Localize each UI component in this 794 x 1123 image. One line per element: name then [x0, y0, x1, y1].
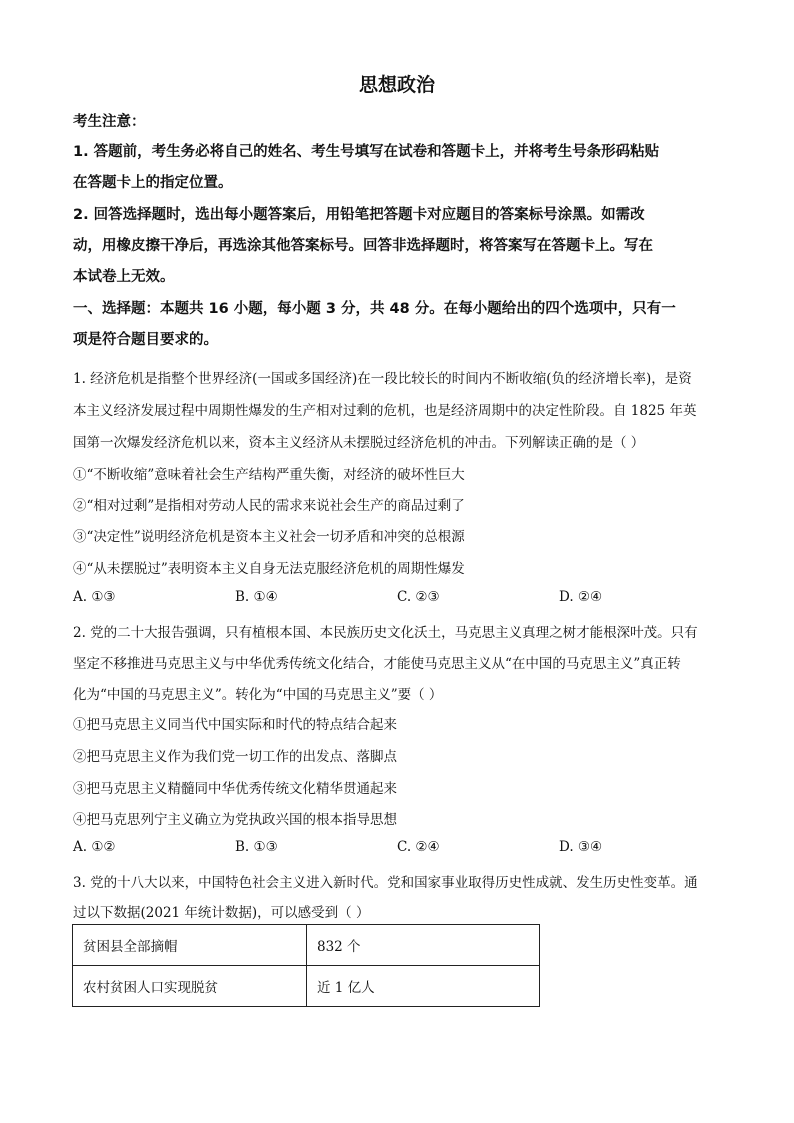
notice-line: 2. 回答选择题时，选出每小题答案后，用铅笔把答题卡对应题目的答案标号涂黑。如需改 [73, 207, 645, 223]
question-1-item: ③“决定性”说明经济危机是资本主义社会一切矛盾和冲突的总根源 [73, 529, 465, 545]
question-1-item: ④“从未摆脱过”表明资本主义自身无法克服经济危机的周期性爆发 [73, 561, 465, 577]
question-1-stem: 本主义经济发展过程中周期性爆发的生产相对过剩的危机，也是经济周期中的决定性阶段。自 1825 年英 [73, 403, 697, 419]
notice-line: 1. 答题前，考生务必将自己的姓名、考生号填写在试卷和答题卡上，并将考生号条形码粘贴 [73, 144, 660, 160]
section-heading: 一、选择题：本题共 16 小题，每小题 3 分，共 48 分。在每小题给出的四个选项中，只有一 [73, 301, 676, 317]
table-cell: 近 1 亿人 [307, 966, 540, 1007]
question-2-item: ④把马克思列宁主义确立为党执政兴国的根本指导思想 [73, 812, 397, 828]
section-heading: 项是符合题目要求的。 [73, 332, 218, 348]
question-2-stem: 化为“中国的马克思主义”。转化为“中国的马克思主义”要（ ） [73, 687, 443, 703]
option-b: B. ①④ [235, 589, 278, 605]
notice-line: 在答题卡上的指定位置。 [73, 175, 233, 191]
question-2-item: ②把马克思主义作为我们党一切工作的出发点、落脚点 [73, 749, 397, 765]
option-d: D. ③④ [559, 839, 603, 855]
option-c: C. ②④ [397, 839, 440, 855]
question-2-stem: 坚定不移推进马克思主义与中华优秀传统文化结合，才能使马克思主义从“在中国的马克思主义”真正转 [73, 656, 681, 672]
question-2-item: ③把马克思主义精髓同中华优秀传统文化精华贯通起来 [73, 781, 397, 797]
statistics-table [72, 924, 540, 1007]
question-2-stem: 2. 党的二十大报告强调，只有植根本国、本民族历史文化沃土，马克思主义真理之树才能根深叶茂。只有 [73, 625, 698, 641]
question-3-stem: 过以下数据(2021 年统计数据)，可以感受到（ ） [73, 905, 370, 921]
option-d: D. ②④ [559, 589, 603, 605]
option-c: C. ②③ [397, 589, 440, 605]
notice-heading: 考生注意： [73, 114, 146, 130]
option-a: A. ①② [73, 839, 116, 855]
table-cell: 农村贫困人口实现脱贫 [73, 966, 307, 1007]
question-1-item: ①“不断收缩”意味着社会生产结构严重失衡，对经济的破坏性巨大 [73, 467, 465, 483]
page-title: 思想政治 [358, 74, 435, 96]
notice-line: 动，用橡皮擦干净后，再选涂其他答案标号。回答非选择题时，将答案写在答题卡上。写在 [73, 238, 653, 254]
table-row [73, 925, 540, 966]
question-3-stem: 3. 党的十八大以来，中国特色社会主义进入新时代。党和国家事业取得历史性成就、发生历史性变革。通 [73, 875, 698, 891]
question-1-stem: 1. 经济危机是指整个世界经济(一国或多国经济)在一段比较长的时间内不断收缩(负的经济增长率)，是资 [73, 371, 692, 387]
option-a: A. ①③ [73, 589, 116, 605]
table-cell: 贫困县全部摘帽 [73, 925, 307, 966]
question-1-stem: 国第一次爆发经济危机以来，资本主义经济从未摆脱过经济危机的冲击。下列解读正确的是（ ） [73, 435, 645, 451]
question-1-item: ②“相对过剩”是指相对劳动人民的需求来说社会生产的商品过剩了 [73, 498, 465, 514]
option-b: B. ①③ [235, 839, 278, 855]
table-cell: 832 个 [307, 925, 540, 966]
notice-line: 本试卷上无效。 [73, 269, 175, 285]
question-2-item: ①把马克思主义同当代中国实际和时代的特点结合起来 [73, 717, 397, 733]
table-row [73, 966, 540, 1007]
